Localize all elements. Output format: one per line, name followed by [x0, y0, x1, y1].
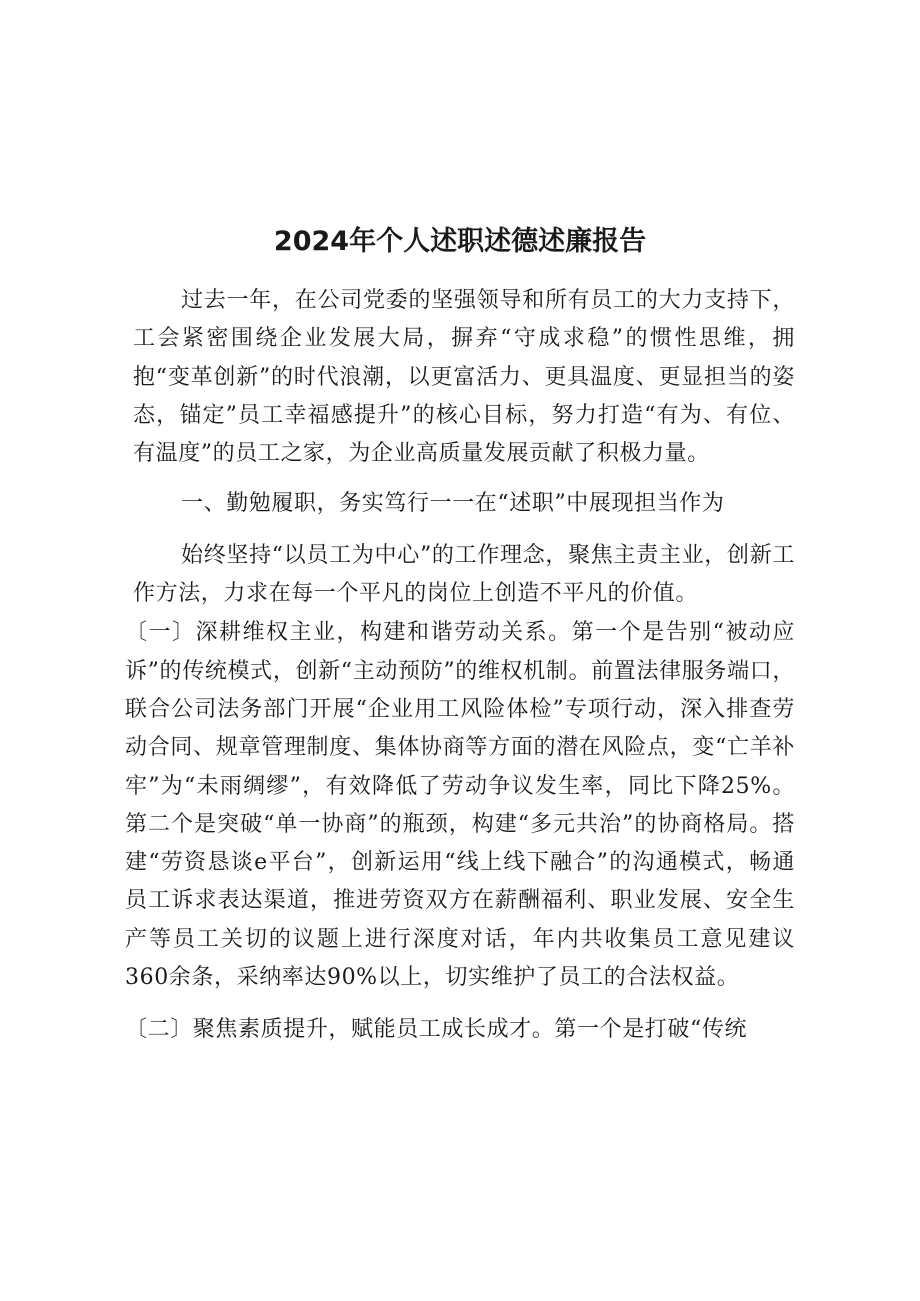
subsection-1-paragraph: 〔一〕深耕维权主业，构建和谐劳动关系。第一个是告别“被动应诉”的传统模式，创新“主动预防”的维权机制。前置法律服务端口，联合公司法务部门开展“企业用工风险体检”专项行动，深入排查劳动合同、规章管理制度、集体协商等方面的潜在风险点，变“亡羊补牢”为“未雨绸缪”，有效降低了劳动争议发生率，同比下降25%。第二个是突破“单一协商”的瓶颈，构建“多元共治”的协商格局。搭建“劳资恳谈e平台”，创新运用“线上线下融合”的沟通模式，畅通员工诉求表达渠道，推进劳资双方在薪酬福利、职业发展、安全生产等员工关切的议题上进行深度对话，年内共收集员工意见建议360余条，采纳率达90%以上，切实维护了员工的合法权益。: [125, 620, 795, 991]
document-body: [125, 282, 795, 1050]
section-1-summary-paragraph: 始终坚持“以员工为中心”的工作理念，聚焦主责主业，创新工作方法，力求在每一个平凡的岗位上创造不平凡的价值。: [133, 542, 795, 607]
intro-paragraph: 过去一年，在公司党委的坚强领导和所有员工的大力支持下，工会紧密围绕企业发展大局，摒弃“守成求稳”的惯性思维，拥抱“变革创新”的时代浪潮，以更富活力、更具温度、更显担当的姿态，锚定”员工幸福感提升”的核心目标，努力打造“有为、有位、有温度”的员工之家，为企业高质量发展贡献了积极力量。: [133, 288, 795, 467]
section-heading-1: 一、勤勉履职，务实笃行一一在“述职”中展现担当作为: [181, 491, 725, 517]
document-title: 2024年个人述职述德述廉报告: [273, 226, 647, 257]
subsection-2-paragraph: 〔二〕聚焦素质提升，赋能员工成长成才。第一个是打破“传统: [125, 1017, 748, 1043]
